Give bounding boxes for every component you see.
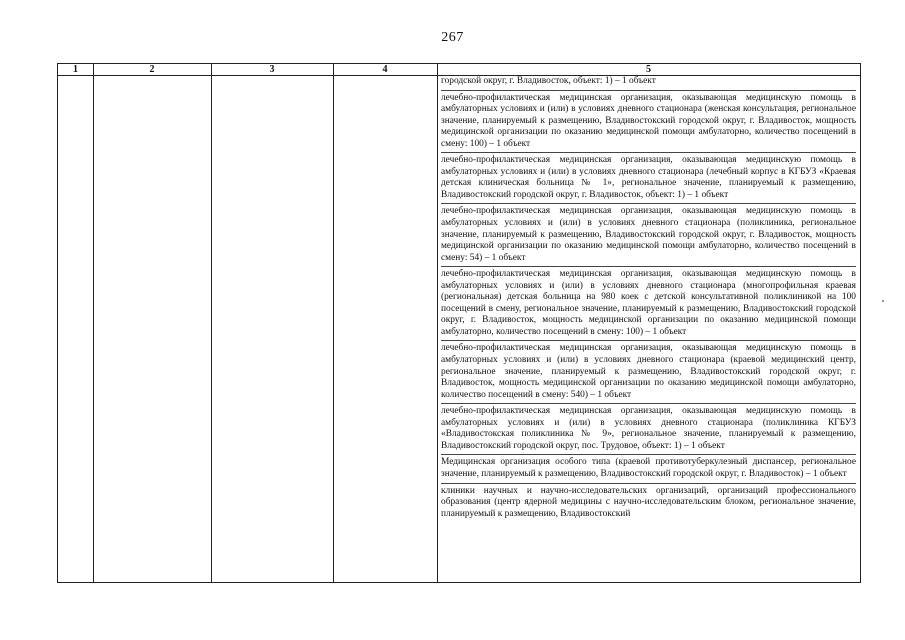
header-col-2: 2: [149, 64, 155, 75]
column-divider: [93, 64, 94, 582]
table-header-row: [58, 64, 860, 76]
scan-artifact: [882, 300, 884, 302]
header-col-3: 3: [269, 64, 275, 75]
header-col-4: 4: [382, 64, 388, 75]
table-cell-entry: лечебно-профилактическая медицинская организация, оказывающая медицинскую помощь в амбулаторных условиях и (или) в условиях дневного стационара (поликлиника КГБУЗ «Владивостокская поликлиника № 9», региональное значение, планируемый к размещению, Владивостокский городской округ, пос. Трудовое, объект: 1) – 1 объект: [441, 406, 856, 455]
table-cell-entry: лечебно-профилактическая медицинская организация, оказывающая медицинскую помощь в амбулаторных условиях и (или) в условиях дневного стационара (лечебный корпус в КГБУЗ «Краевая детская клиническая больница № 1», региональное значение, планируемый к размещению, Владивостокский городской округ, г. Владивосток, объект: 1) – 1 объект: [441, 155, 856, 204]
table-cell-entry: лечебно-профилактическая медицинская организация, оказывающая медицинскую помощь в амбулаторных условиях и (или) в условиях дневного стационара (многопрофильная краевая (региональная) детская больница на 980 коек с детской консультативной поликлиникой на 100 посещений в смену, региональное значение, планируемый к размещению, Владивостокский городской округ, г. Владивосток, мощность медицинской организации по оказанию медицинской помощи амбулаторно, количество посещений в смену: 100) – 1 объект: [441, 269, 856, 341]
table-cell-entry: клиники научных и научно-исследовательских организаций, организаций профессионального образования (центр ядерной медицины с научно-исследовательским блоком, региональное значение, планируемый к размещению, Владивостокский: [441, 485, 856, 519]
header-col-5: 5: [646, 64, 651, 75]
table-cell-entry: лечебно-профилактическая медицинская организация, оказывающая медицинскую помощь в амбулаторных условиях и (или) в условиях дневного стационара (краевой медицинский центр, региональное значение, планируемый к размещению, Владивостокский городской округ, г. Владивосток, мощность медицинской организации по оказанию медицинской помощи амбулаторно, количество посещений в смену: 540) – 1 объект: [441, 343, 856, 404]
header-col-1: 1: [73, 64, 78, 75]
table-cell-entry: городской округ, г. Владивосток, объект: 1) – 1 объект: [441, 76, 856, 91]
column-divider: [211, 64, 212, 582]
document-table: [57, 63, 861, 583]
column-5-content: [437, 76, 860, 582]
table-cell-entry: лечебно-профилактическая медицинская организация, оказывающая медицинскую помощь в амбулаторных условиях и (или) в условиях дневного стационара (поликлиника, региональное значение, планируемый к размещению, Владивостокский городской округ, г. Владивосток, мощность медицинской организации по оказанию медицинской помощи амбулаторно, количество посещений в смену: 54) – 1 объект: [441, 206, 856, 267]
column-divider: [333, 64, 334, 582]
table-cell-entry: лечебно-профилактическая медицинская организация, оказывающая медицинскую помощь в амбулаторных условиях и (или) в условиях дневного стационара (женская консультация, региональное значение, планируемый к размещению, Владивостокский городской округ, г. Владивосток, мощность медицинской организации по оказанию медицинской помощи амбулаторно, количество посещений в смену: 100) – 1 объект: [441, 93, 856, 154]
table-cell-entry: Медицинская организация особого типа (краевой противотуберкулезный диспансер, региональное значение, планируемый к размещению, Владивостокский городской округ, г. Владивосток) – 1 объект: [441, 457, 856, 483]
page-number: 267: [441, 30, 464, 45]
